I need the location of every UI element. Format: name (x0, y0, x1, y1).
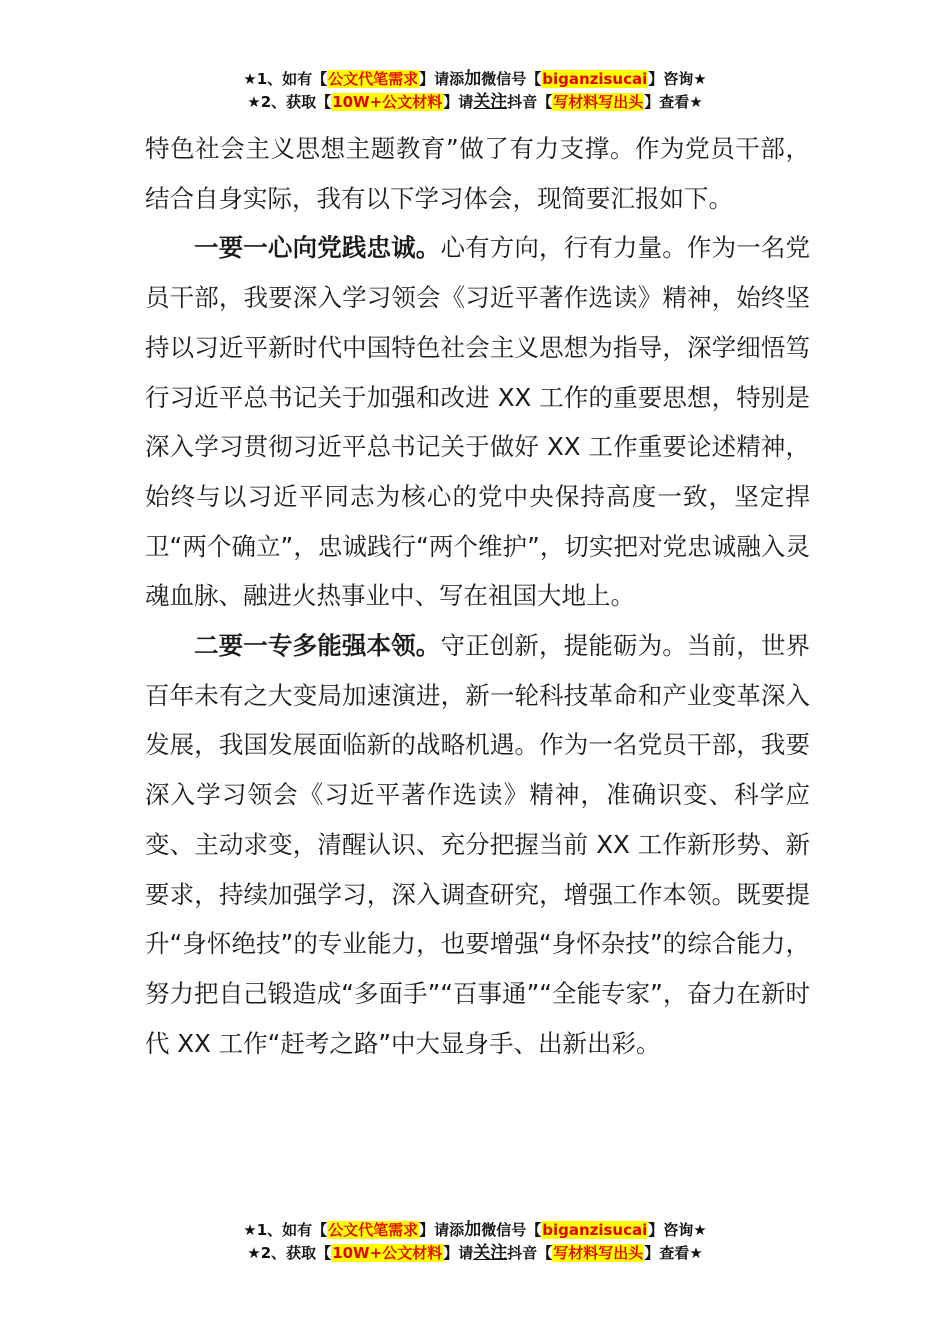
banner-line-2 (0, 1242, 950, 1265)
banner-text: 微信号【 (481, 70, 542, 88)
banner-text: 抖音【 (507, 93, 553, 111)
banner-text: 】请添 (419, 70, 465, 88)
paragraph-heading: 一要一心向党践忠诚。 (194, 233, 441, 263)
banner-text: 】查看★ (644, 93, 703, 111)
banner-emphasis: 加 (464, 1220, 482, 1240)
banner-line-2 (0, 91, 950, 114)
highlight-wechat-id: biganzisucai (542, 70, 648, 88)
banner-text: 】查看★ (644, 1244, 703, 1262)
document-body (145, 124, 810, 1068)
banner-text: 1、如有【 (256, 1221, 328, 1239)
banner-text: 2、获取【 (260, 93, 332, 111)
highlight-materials: 10W+公文材料 (332, 93, 443, 111)
paragraph-text: 守正创新，提能砺为。当前，世界百年未有之大变局加速演进，新一轮科技革命和产业变革深入发展，我国发展面临新的战略机遇。作为一名党员干部，我要深入学习领会《习近平著作选读》精神，准确识变、科学应变、主动求变，清醒认识、充分把握当前 XX 工作新形势、新要求，持续加强学习，深入调查研究，增强工作本领。既要提升“身怀绝技”的专业能力，也要增强“身怀杂技”的综合能力，努力把自己锻造成“多面手”“百事通”“全能专家”，奋力在新时代 XX 工作“赶考之路”中大显身手、出新出彩。 (145, 631, 811, 1058)
paragraph-heading: 二要一专多能强本领。 (194, 631, 441, 661)
paragraph-skills (145, 621, 810, 1068)
highlight-materials: 10W+公文材料 (332, 1244, 443, 1262)
banner-emphasis: 关注 (473, 92, 508, 112)
banner-line-1 (0, 68, 950, 91)
star-icon: ★ (243, 1221, 257, 1239)
banner-text: 微信号【 (481, 1221, 542, 1239)
banner-emphasis: 关注 (473, 1243, 508, 1263)
star-icon: ★ (243, 70, 257, 88)
banner-text: 】咨询★ (648, 1221, 707, 1239)
banner-text: 】请 (443, 1244, 474, 1262)
banner-text: 2、获取【 (260, 1244, 332, 1262)
star-icon: ★ (247, 93, 261, 111)
banner-text: 】请 (443, 93, 474, 111)
banner-text: 】请添 (419, 1221, 465, 1239)
paragraph-text: 心有方向，行有力量。作为一名党员干部，我要深入学习领会《习近平著作选读》精神，始终坚持以习近平新时代中国特色社会主义思想为指导，深学细悟笃行习近平总书记关于加强和改进 XX 工作的重要思想，特别是深入学习贯彻习近平总书记关于做好 XX 工作重要论述精神，始终与以习近平同志为核心的党中央保持高度一致，坚定捍卫“两个确立”，忠诚践行“两个维护”，切实把对党忠诚融入灵魂血脉、融进火热事业中、写在祖国大地上。 (145, 233, 811, 611)
banner-text: 1、如有【 (256, 70, 328, 88)
highlight-douyin-name: 写材料写出头 (553, 1244, 644, 1262)
banner-text: 抖音【 (507, 1244, 553, 1262)
paragraph-loyalty (145, 223, 810, 621)
star-icon: ★ (247, 1244, 261, 1262)
banner-line-1 (0, 1219, 950, 1242)
banner-text: 】咨询★ (648, 70, 707, 88)
banner-emphasis: 加 (464, 69, 482, 89)
highlight-douyin-name: 写材料写出头 (553, 93, 644, 111)
paragraph-intro: 特色社会主义思想主题教育”做了有力支撑。作为党员干部，结合自身实际，我有以下学习体会，现简要汇报如下。 (145, 134, 810, 213)
highlight-service: 公文代笔需求 (328, 70, 419, 88)
highlight-wechat-id: biganzisucai (542, 1221, 648, 1239)
header-banner (0, 68, 950, 114)
highlight-service: 公文代笔需求 (328, 1221, 419, 1239)
footer-banner (0, 1219, 950, 1265)
